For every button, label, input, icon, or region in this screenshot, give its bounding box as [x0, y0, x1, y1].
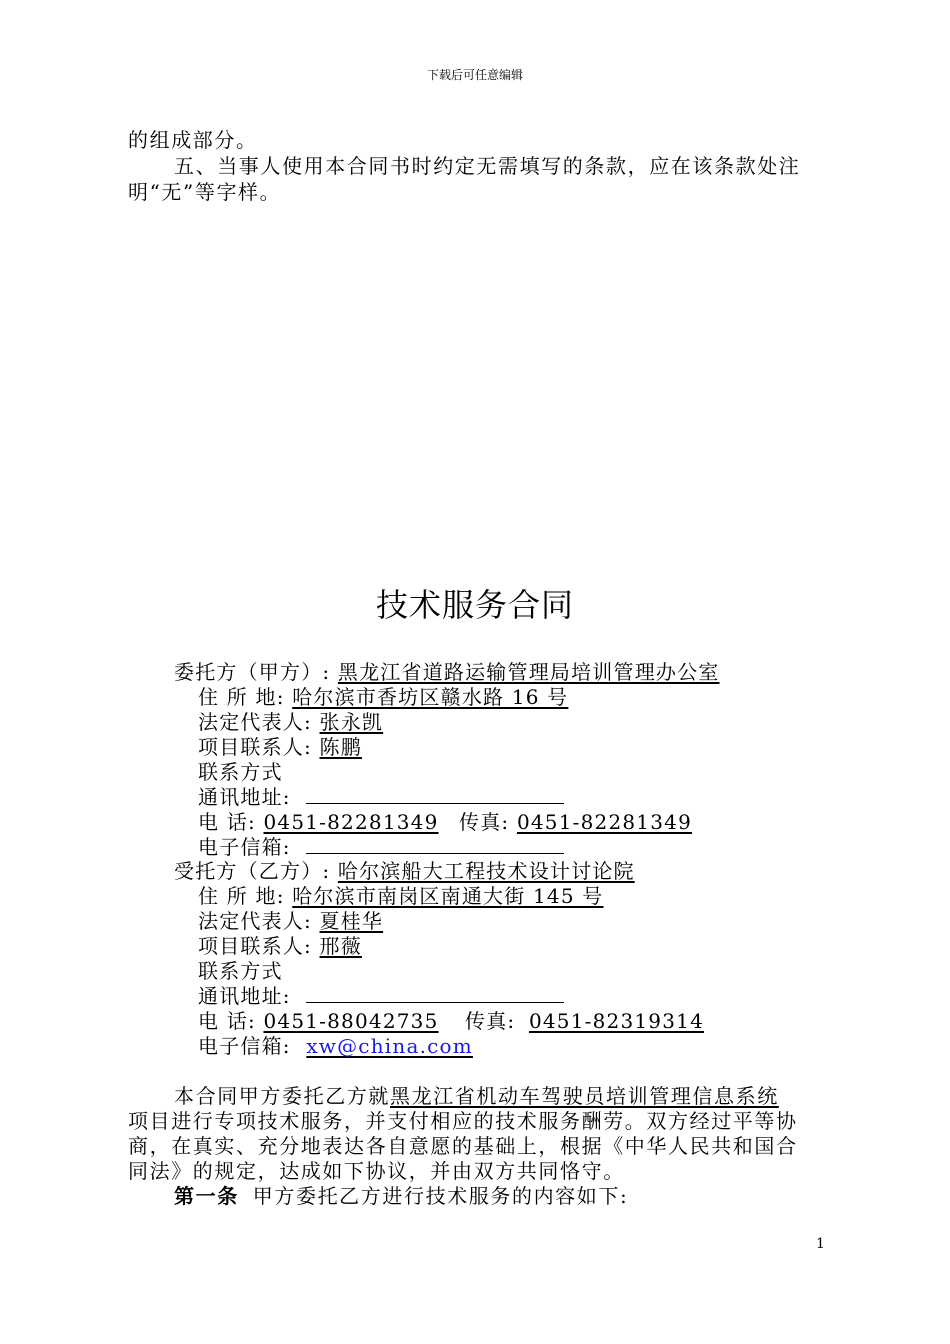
- party-b-mail-blank: [306, 984, 564, 1003]
- party-a-mail-blank: [306, 785, 564, 804]
- paragraph-line-2: 项目进行专项技术服务，并支付相应的技术服务酬劳。双方经过平等协: [128, 1109, 798, 1133]
- party-b-contact-method: 联系方式: [198, 959, 283, 983]
- party-a-fax: 0451-82281349: [516, 810, 692, 834]
- project-name: 黑龙江省机动车驾驶员培训管理信息系统: [390, 1084, 779, 1108]
- party-b-fax: 0451-82319314: [528, 1009, 704, 1033]
- article-1-label: 第一条: [174, 1184, 239, 1208]
- party-a-email-blank: [306, 835, 564, 854]
- party-b-label: 受托方（乙方）:: [174, 859, 331, 883]
- party-a-name: 黑龙江省道路运输管理局培训管理办公室: [337, 660, 720, 684]
- party-a-fax-label: 传真:: [459, 810, 510, 834]
- party-a-rep: 张永凯: [319, 710, 384, 734]
- party-b-email-label: 电子信箱:: [198, 1034, 291, 1058]
- party-b-name: 哈尔滨船大工程技术设计讨论院: [337, 859, 635, 883]
- party-b-mail-label: 通讯地址:: [198, 984, 291, 1008]
- intro-line-3: 明“无”等字样。: [128, 180, 282, 204]
- document-title: 技术服务合同: [375, 586, 574, 624]
- party-a-rep-label: 法定代表人:: [198, 710, 312, 734]
- party-b-contact: 邢薇: [319, 934, 362, 958]
- party-a-email-label: 电子信箱:: [198, 835, 291, 859]
- party-a-phone: 0451-82281349: [263, 810, 439, 834]
- party-b-email-row: [198, 1030, 628, 1059]
- party-b-fax-label: 传真:: [465, 1009, 516, 1033]
- page-number: 1: [816, 1236, 825, 1252]
- article-1-text: 甲方委托乙方进行技术服务的内容如下:: [252, 1184, 629, 1208]
- party-b-phone: 0451-88042735: [263, 1009, 439, 1033]
- party-a-phone-label: 电 话:: [198, 810, 256, 834]
- party-b-address: 哈尔滨市南岗区南通大街 145 号: [292, 884, 604, 908]
- party-b-rep-label: 法定代表人:: [198, 909, 312, 933]
- paragraph-prefix: 本合同甲方委托乙方就: [174, 1084, 390, 1108]
- party-a-mail-label: 通讯地址:: [198, 785, 291, 809]
- party-b-email[interactable]: [298, 1034, 628, 1058]
- party-b-rep: 夏桂华: [319, 909, 384, 933]
- party-a-contact-method: 联系方式: [198, 760, 283, 784]
- party-b-phone-label: 电 话:: [198, 1009, 256, 1033]
- page-header: 下载后可任意编辑: [426, 68, 523, 82]
- paragraph-line-3: 商，在真实、充分地表达各自意愿的基础上，根据《中华人民共和国合: [128, 1134, 798, 1158]
- party-a-contact: 陈鹏: [319, 735, 362, 759]
- party-b-contact-label: 项目联系人:: [198, 934, 312, 958]
- party-a-contact-label: 项目联系人:: [198, 735, 312, 759]
- party-a-address-label: 住 所 地:: [198, 685, 285, 709]
- intro-line-1: 的组成部分。: [128, 128, 258, 152]
- article-1: [174, 1180, 628, 1209]
- party-b-email-link[interactable]: xw@china.com: [306, 1034, 473, 1058]
- party-a-address: 哈尔滨市香坊区赣水路 16 号: [292, 685, 569, 709]
- intro-line-2: 五、当事人使用本合同书时约定无需填写的条款，应在该条款处注: [174, 154, 801, 178]
- paragraph-line-4: 同法》的规定，达成如下协议，并由双方共同恪守。: [128, 1159, 625, 1183]
- party-a-label: 委托方（甲方）:: [174, 660, 331, 684]
- party-b-address-label: 住 所 地:: [198, 884, 285, 908]
